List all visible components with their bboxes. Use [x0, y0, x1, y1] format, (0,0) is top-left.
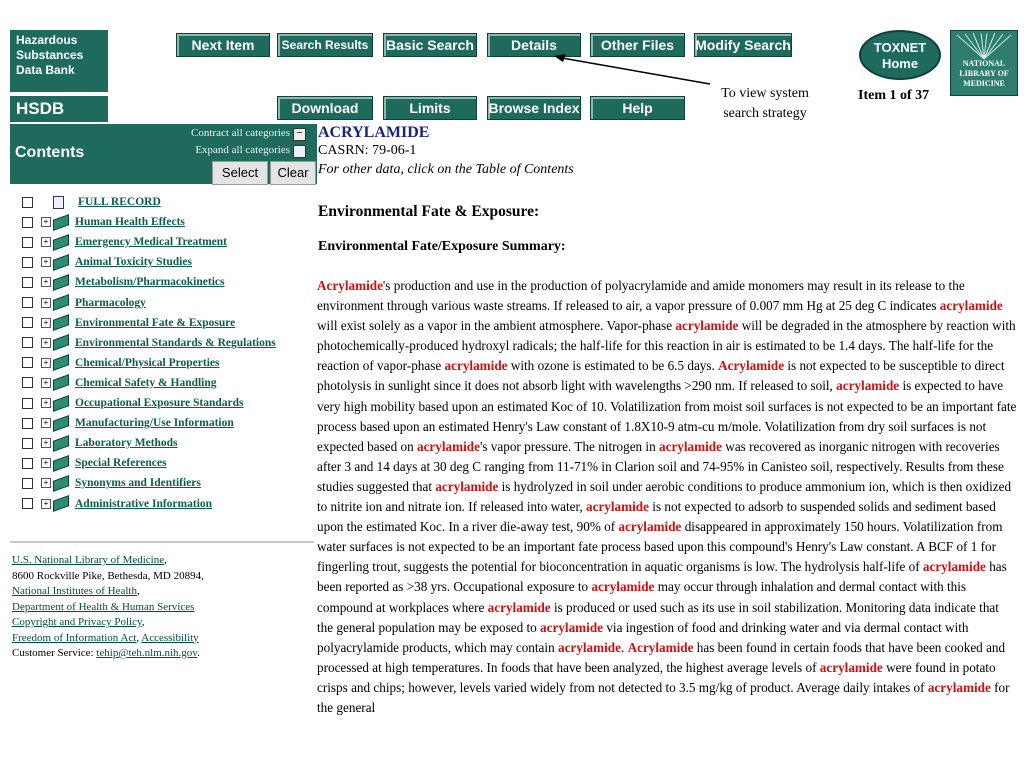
highlight-term: acrylamide [557, 639, 621, 655]
item-count: Item 1 of 37 [858, 88, 930, 103]
toc-item[interactable] [22, 314, 235, 332]
expand-icon[interactable]: + [41, 217, 51, 227]
toc-checkbox[interactable] [22, 357, 33, 368]
paragraph-text: is not expected to be susceptible to direct photolysis in sunlight since it does not absorb light with wavelengths >290 nm. If released to soil, [317, 358, 1005, 394]
paragraph-text: 's vapor pressure. The nitrogen in [479, 438, 659, 454]
expand-icon[interactable]: + [41, 358, 51, 368]
nlm-link[interactable]: U.S. National Library of Medicine [12, 554, 165, 566]
nih-link[interactable]: National Institutes of Health [12, 585, 137, 597]
book-icon [53, 234, 69, 251]
book-icon [53, 254, 69, 271]
nlm-line2: LIBRARY OF [959, 69, 1009, 78]
highlight-term: acrylamide [922, 559, 986, 575]
browse-index-button[interactable]: Browse Index [487, 96, 581, 120]
toc-item[interactable] [22, 213, 185, 231]
expand-icon[interactable]: + [41, 298, 51, 308]
book-icon [53, 415, 69, 432]
toc-link[interactable]: Pharmacology [75, 296, 146, 309]
expand-icon[interactable]: + [41, 458, 51, 468]
paragraph-text: has been reported as >38 yrs. Occupational exposure to [317, 559, 1007, 595]
help-button[interactable]: Help [590, 96, 685, 120]
annotation-line2: search strategy [723, 106, 807, 121]
paragraph-text: were found in potato crisps and chips; however, levels varied widely from not detected to 3.5 mg/kg of product. Average daily intakes of [317, 659, 996, 695]
toc-item[interactable] [22, 294, 146, 312]
annotation-arrow [550, 50, 720, 90]
toc-checkbox[interactable] [22, 217, 33, 228]
hsdb-logo[interactable] [10, 30, 108, 92]
book-icon [53, 495, 69, 512]
toxnet-line1: TOXNET [873, 40, 927, 55]
annotation-text [700, 84, 830, 124]
toc-checkbox[interactable] [22, 277, 33, 288]
address: 8600 Rockville Pike, Bethesda, MD 20894, [12, 569, 204, 582]
toc-link[interactable]: Chemical Safety & Handling [75, 376, 217, 389]
toc-link[interactable]: Emergency Medical Treatment [75, 236, 228, 249]
highlight-term: Acrylamide [317, 278, 383, 293]
expand-icon[interactable]: + [41, 478, 51, 488]
toc-note: For other data, click on the Table of Contents [318, 162, 574, 177]
highlight-term: acrylamide [927, 679, 991, 695]
paragraph-text: . [620, 639, 628, 655]
expand-icon[interactable]: + [41, 318, 51, 328]
expand-icon[interactable]: + [41, 257, 51, 267]
customer-service-email[interactable]: tehip@teh.nlm.nih.gov [96, 647, 198, 659]
book-icon [53, 475, 69, 492]
accessibility-link[interactable]: Accessibility [141, 631, 199, 644]
paragraph-text: is hydrolyzed in soil under aerobic conditions to produce ammonium ion, which is then oxidized to nitrite ion and nitrate ion. If released into water, [317, 478, 1012, 515]
customer-service-label: Customer Service: [12, 647, 97, 659]
toc-item[interactable] [22, 334, 276, 352]
toc-link[interactable]: Chemical/Physical Properties [75, 356, 220, 369]
contents-title: Contents [15, 144, 85, 161]
toc-link[interactable]: FULL RECORD [78, 196, 161, 208]
toc-link[interactable]: Special References [75, 457, 167, 470]
toc-link[interactable]: Human Health Effects [75, 216, 185, 229]
toc-checkbox[interactable] [22, 297, 33, 308]
nlm-line3: MEDICINE [963, 79, 1005, 88]
toc-checkbox[interactable] [22, 498, 33, 509]
nlm-book-icon [951, 31, 1017, 61]
casrn: CASRN: 79-06-1 [318, 143, 417, 158]
download-button[interactable]: Download [277, 96, 373, 120]
highlight-term: acrylamide [659, 438, 722, 454]
paragraph-text: via ingestion of food and drinking water and via dermal contact with polyacrylamide products, which may contain [317, 619, 969, 655]
basic-search-button[interactable]: Basic Search [383, 33, 477, 57]
toc-item[interactable] [22, 434, 178, 452]
paragraph-text: is produced or used such as its use in soil stabilization. Monitoring data indicate that the general population may be exposed to [317, 599, 999, 635]
toc-checkbox[interactable] [22, 438, 33, 449]
limits-button[interactable]: Limits [383, 96, 477, 120]
paragraph-text: for the general [317, 679, 1010, 715]
toc-item[interactable] [22, 374, 217, 392]
expand-icon[interactable]: + [41, 438, 51, 448]
toc-item[interactable] [22, 474, 201, 492]
expand-icon[interactable]: + [41, 418, 51, 428]
paragraph-text: was recovered as inorganic nitrogen with recoveries after 3 and 14 days at 30 deg C ranging from 11-71% in Clarion soil and 74-95% in Canisteo soil, respectively. Results from these studies suggested that [317, 438, 1004, 494]
toc-checkbox[interactable] [22, 257, 33, 268]
toc-link[interactable]: Metabolism/Pharmacokinetics [75, 276, 225, 289]
toc-checkbox[interactable] [22, 237, 33, 248]
expand-icon[interactable]: + [41, 499, 51, 509]
toc-link[interactable]: Manufacturing/Use Information [75, 417, 234, 430]
toc-link[interactable]: Occupational Exposure Standards [75, 397, 244, 409]
highlight-term: Acrylamide [627, 639, 694, 655]
highlight-term: acrylamide [540, 619, 604, 635]
toc-checkbox[interactable] [22, 337, 33, 348]
paragraph-text: has been found in certain foods that have been cooked and processed at high temperatures. In foods that have been analyzed, the highest average levels of [317, 639, 1006, 675]
highlight-term: acrylamide [444, 358, 508, 374]
toxnet-home-button[interactable] [859, 30, 941, 80]
paragraph-text: is not expected to adsorb to suspended solids and sediment based upon the estimated Koc. In a river die-away test, 90% of [317, 499, 996, 535]
logo-line3: Data Bank [16, 63, 75, 77]
highlight-term: acrylamide [819, 659, 883, 675]
toc-checkbox[interactable] [22, 197, 33, 208]
subsection-heading: Environmental Fate/Exposure Summary: [318, 239, 566, 254]
toc-item[interactable] [22, 233, 227, 251]
toc-link[interactable]: Administrative Information [75, 497, 213, 510]
book-icon [53, 294, 69, 311]
summary-paragraph [317, 276, 1017, 718]
book-icon [53, 314, 69, 331]
toc-item[interactable] [22, 193, 161, 211]
nlm-logo[interactable] [950, 30, 1018, 96]
nlm-line1: NATIONAL [962, 59, 1006, 68]
paragraph-text: disappeared in approximately 150 hours. Volatilization from water surfaces is not expected to be an important fate process based upon this compound's Henry's Law constant. A BCF of 1 for fingerling trout, suggests the potential for bioconcentration in aquatic organisms is low. The hydrolysis half-life of [317, 519, 1003, 575]
toc-item[interactable] [22, 354, 219, 372]
book-icon [53, 374, 69, 391]
toc-item[interactable] [22, 273, 224, 291]
hsdb-short-logo[interactable]: HSDB [10, 96, 108, 122]
paragraph-text: with ozone is estimated to be 6.5 days. [507, 358, 719, 374]
toc-checkbox[interactable] [22, 398, 33, 409]
book-icon [53, 274, 69, 291]
expand-icon[interactable]: + [41, 237, 51, 247]
annotation-line1: To view system [721, 86, 809, 101]
highlight-term: acrylamide [586, 499, 649, 515]
highlight-term: acrylamide [836, 378, 900, 394]
logo-line2: Substances [16, 48, 84, 62]
footer-divider [10, 541, 314, 543]
next-item-button[interactable]: Next Item [176, 33, 270, 57]
details-button[interactable]: Details [487, 33, 581, 57]
expand-icon[interactable]: + [41, 378, 51, 388]
expand-icon[interactable]: + [41, 398, 51, 408]
paragraph-text: may occur through inhalation and dermal contact with this compound at workplaces where [317, 579, 967, 615]
expand-all-label: Expand all categories [195, 144, 290, 156]
paragraph-text: is expected to have very high mobility based upon an estimated Koc of 10. Volatilization from moist soil surfaces is not expected to be an important fate process based upon an estimated Henry's Law constant of 1.8X10-9 atm-cu m/mole. Volatilization from dry soil surfaces is not expected based on [317, 378, 1017, 454]
highlight-term: Acrylamide [718, 358, 785, 374]
book-icon [53, 455, 69, 472]
book-icon [53, 214, 69, 231]
toc-item[interactable] [22, 394, 244, 412]
toc-link[interactable]: Environmental Fate & Exposure [75, 316, 236, 329]
highlight-term: acrylamide [618, 519, 682, 535]
highlight-term: acrylamide [487, 599, 551, 615]
hhs-link[interactable]: Department of Health & Human Services [12, 600, 195, 613]
toc-item[interactable] [22, 454, 166, 472]
book-icon [53, 354, 69, 371]
highlight-term: acrylamide [939, 298, 1003, 314]
contract-all-label: Contract all categories [191, 127, 290, 139]
highlight-term: acrylamide [435, 478, 499, 494]
toc-checkbox[interactable] [22, 317, 33, 328]
highlight-term: acrylamide [675, 318, 739, 334]
paragraph-text: 's production and use in the production of polyacrylamide and amide monomers may result in its release to the environment through various waste streams. If released to air, a vapor pressure of 0.007 mm Hg at 25 deg C indicates [317, 278, 965, 314]
toc-checkbox[interactable] [22, 377, 33, 388]
expand-icon[interactable]: + [41, 277, 51, 287]
toc-checkbox[interactable] [22, 418, 33, 429]
toc-item[interactable] [22, 253, 192, 271]
toc-link[interactable]: Laboratory Methods [75, 437, 178, 450]
toxnet-line2: Home [881, 56, 919, 71]
highlight-term: acrylamide [591, 579, 655, 595]
toc-item[interactable] [22, 495, 212, 513]
toc-checkbox[interactable] [22, 478, 33, 489]
toc-item[interactable] [22, 414, 234, 432]
toc-link[interactable]: Environmental Standards & Regulations [75, 336, 276, 349]
toc-checkbox[interactable] [22, 458, 33, 469]
highlight-term: acrylamide [416, 438, 480, 454]
copyright-link[interactable]: Copyright and Privacy Policy [12, 616, 142, 628]
foia-link[interactable]: Freedom of Information Act [12, 631, 137, 644]
expand-icon[interactable]: + [41, 338, 51, 348]
book-icon [53, 435, 69, 452]
footer: U.S. National Library of Medicine, 8600 Rockville Pike, Bethesda, MD 20894, National Institutes of Health, Department of Health & Human Services Copyright and Privacy Policy, Freedom of Information Act, Accessibility Customer Service: tehip@teh.nlm.nih.gov. [12, 553, 312, 662]
paragraph-text: will be degraded in the atmosphere by reaction with photochemically-produced hydroxyl radicals; the half-life for this reaction in air is estimated to be 1.4 days. The half-life for the reaction of vapor-phase [317, 318, 1016, 374]
search-results-button[interactable]: Search Results [277, 33, 373, 57]
other-files-button[interactable]: Other Files [590, 33, 685, 57]
contract-all-icon[interactable]: − [293, 128, 306, 141]
paragraph-text: will exist solely as a vapor in the ambient atmosphere. Vapor-phase [317, 318, 676, 334]
book-icon [53, 334, 69, 351]
book-icon [53, 395, 69, 412]
record-title: ACRYLAMIDE [318, 124, 430, 141]
modify-search-button[interactable]: Modify Search [694, 33, 792, 57]
clear-button[interactable]: Clear [270, 161, 316, 185]
toc-link[interactable]: Animal Toxicity Studies [75, 256, 192, 269]
toc-link[interactable]: Synonyms and Identifiers [75, 477, 201, 490]
expand-all-icon[interactable] [293, 145, 306, 158]
select-button[interactable]: Select [212, 161, 268, 185]
logo-line1: Hazardous [16, 33, 78, 47]
section-heading: Environmental Fate & Exposure: [318, 203, 540, 220]
document-icon [53, 196, 64, 209]
contents-panel [10, 124, 317, 184]
